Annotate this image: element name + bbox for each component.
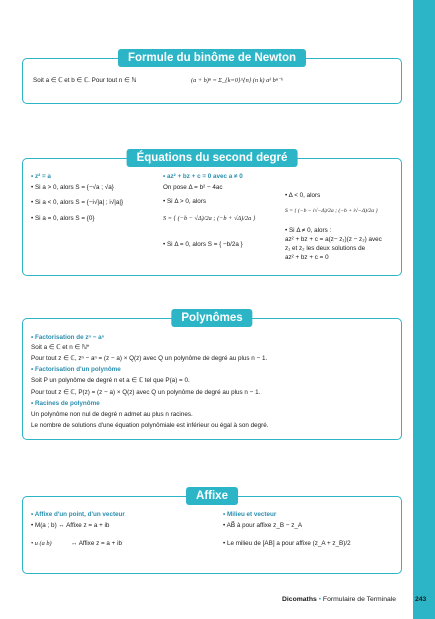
newton-hypothesis: Soit a ∈ ℂ et b ∈ ℂ. Pour tout n ∈ ℕ <box>33 77 137 84</box>
newton-formula: (a + b)ⁿ = Σ_{k=0}^{n} (n k) aᵏ bⁿ⁻ᵏ <box>191 77 283 84</box>
poly-line: Soit P un polynôme de degré n et a ∈ ℂ tel que P(a) = 0. <box>31 377 190 384</box>
footer-book: Dicomaths <box>282 596 317 603</box>
section-equations <box>22 152 402 276</box>
affixe-line: • M(a ; b) ↔ Affixe z = a + ib <box>31 522 109 530</box>
eq-col1-item: • Si a < 0, alors S = {−i√|a| ; i√|a|} <box>31 199 123 207</box>
footer-subtitle: Formulaire de Terminale <box>322 596 397 603</box>
poly-line: Un polynôme non nul de degré n admet au plus n racines. <box>31 411 193 418</box>
eq-col1-heading: • z² = a <box>31 173 51 181</box>
footer-separator: • <box>318 596 322 603</box>
poly-line: Le nombre de solutions d'une équation polynômiale est inférieur ou égal à son degré. <box>31 422 269 429</box>
eq-col1-item: • Si a = 0, alors S = {0} <box>31 215 94 223</box>
eq-col3-factor: az² + bz + c = a(z− z₁)(z − z₂) avec <box>285 236 382 243</box>
poly-line: Soit a ∈ ℂ et n ∈ ℕ* <box>31 344 90 351</box>
poly-heading: • Factorisation d'un polynôme <box>31 366 121 374</box>
section-title-newton: Formule du binôme de Newton <box>118 49 306 67</box>
eq-col2-zero: • Si Δ = 0, alors S = { −b/2a } <box>163 241 243 249</box>
section-title-equations: Équations du second degré <box>127 149 298 167</box>
eq-col1-item: • Si a > 0, alors S = {−√a ; √a} <box>31 184 114 192</box>
affixe-heading: • Affixe d'un point, d'un vecteur <box>31 511 125 519</box>
poly-line: Pour tout z ∈ ℂ, zⁿ − aⁿ = (z − a) × Q(z) avec Q un polynôme de degré au plus n − 1. <box>31 355 268 362</box>
poly-heading: • Factorisation de zⁿ − aⁿ <box>31 334 104 342</box>
section-title-affixe: Affixe <box>186 487 238 505</box>
section-polynomes <box>22 312 402 440</box>
eq-col2-positive-set: S = { (−b − √Δ)/2a ; (−b + √Δ)/2a } <box>163 215 256 222</box>
side-color-bar <box>413 0 435 619</box>
affixe-heading: • Milieu et vecteur <box>223 511 276 519</box>
section-newton <box>22 52 402 104</box>
affixe-vector: • u (a b) <box>31 540 52 548</box>
affixe-line: ↔ Affixe z = a + ib <box>71 540 122 547</box>
eq-col3-negative: • Δ < 0, alors <box>285 192 320 200</box>
eq-col3-factor: z₁ et z₂ les deux solutions de <box>285 245 366 252</box>
section-affixe <box>22 490 402 574</box>
eq-col2-pose: On pose Δ = b² − 4ac <box>163 184 223 191</box>
page-number: 243 <box>415 596 427 603</box>
eq-col3-factor: az² + bz + c = 0 <box>285 254 329 261</box>
eq-col2-heading: • az² + bz + c = 0 avec a ≠ 0 <box>163 173 243 181</box>
affixe-line: • Le milieu de [AB] a pour affixe (z_A + z_B)/2 <box>223 540 351 548</box>
eq-col2-positive: • Si Δ > 0, alors <box>163 198 206 206</box>
affixe-line: • AB⃗ à pour affixe z_B − z_A <box>223 522 302 530</box>
footer <box>282 596 396 603</box>
eq-col3-nonzero: • Si Δ ≠ 0, alors : <box>285 227 331 235</box>
eq-col3-negative-set: S = { (−b − i√−Δ)/2a ; (−b + i√−Δ)/2a } <box>285 208 378 214</box>
poly-heading: • Racines de polynôme <box>31 400 100 408</box>
poly-line: Pour tout z ∈ ℂ, P(z) = (z − a) × Q(z) avec Q un polynôme de degré au plus n − 1. <box>31 389 261 396</box>
section-title-polynomes: Polynômes <box>171 309 252 327</box>
